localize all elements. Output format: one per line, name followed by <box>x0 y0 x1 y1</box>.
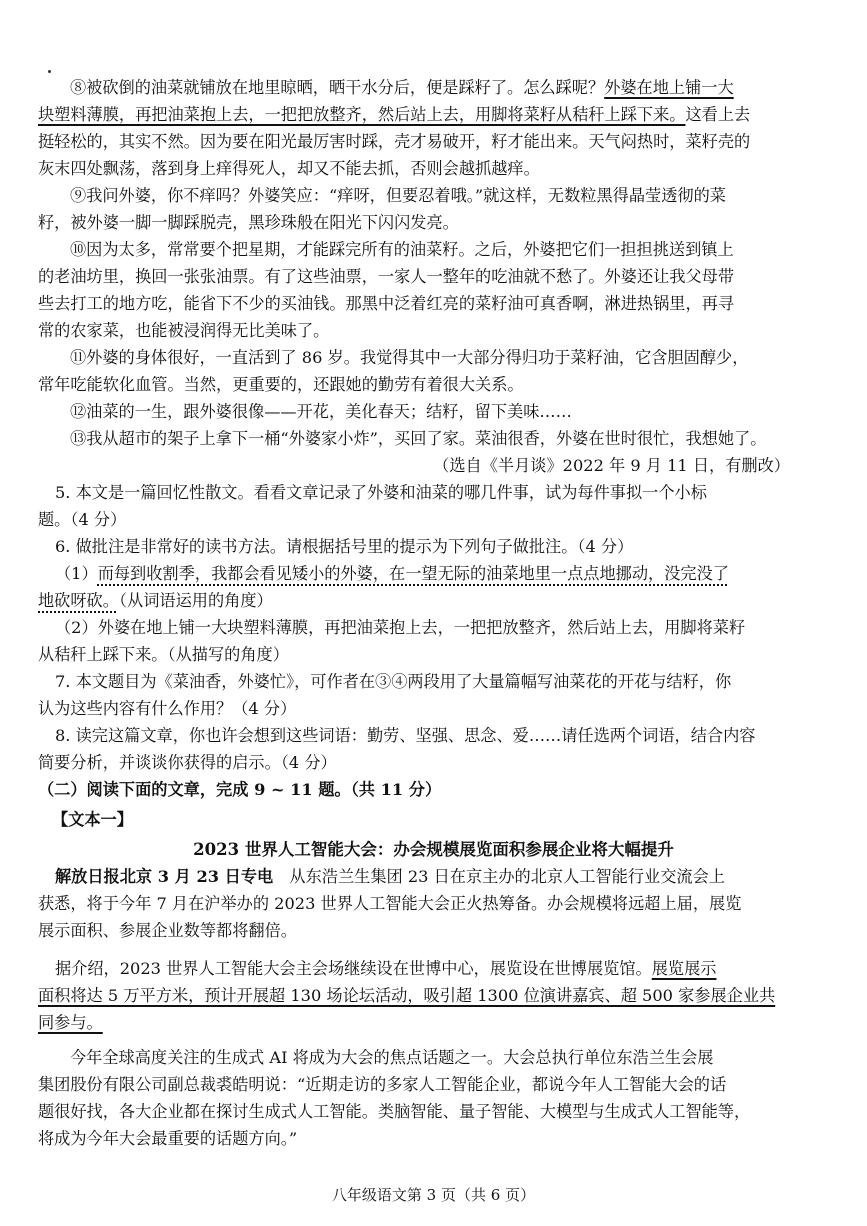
article-p1-line-2: 获悉，将于今年 7 月在沪举办的 2023 世界人工智能大会正火热筹备。办会规模将远超上届，展览 <box>38 894 742 913</box>
paragraph-10-line-1: ⑩因为太多，常常要个把星期，才能踩完所有的油菜籽。之后，外婆把它们一担担挑送到镇上 <box>70 240 734 259</box>
question-6-sub-2-line-1 <box>55 616 830 642</box>
paragraph-9-line-2: 籽，被外婆一脚一脚踩脱壳，黑珍珠般在阳光下闪闪发亮。 <box>38 213 459 232</box>
question-7-line-1: 7. 本文题目为《菜油香，外婆忙》，可作者在③④两段用了大量篇幅写油菜花的开花与结籽，你 <box>55 672 732 691</box>
dotted-underlined-text: 地砍呀砍。 <box>38 591 119 610</box>
paragraph-10-line-2: 的老油坊里，换回一张张油票。有了这些油票，一家人一整年的吃油就不愁了。外婆还让我父母带 <box>38 267 735 286</box>
question-6-sub-1-line-2 <box>38 589 828 615</box>
article-p3-line-3: 题很好找，各大企业都在探讨生成式人工智能。类脑智能、量子智能、大模型与生成式人工智能等， <box>38 1102 751 1121</box>
text-span: （从词语运用的角度） <box>118 591 273 610</box>
source-citation: （选自《半月谈》2022 年 9 月 11 日，有删改） <box>433 456 790 475</box>
article-p3-line-1: 今年全球高度关注的生成式 AI 将成为大会的焦点话题之一。大会总执行单位东浩兰生会展 <box>70 1048 714 1067</box>
article-p2-line-2 <box>38 984 828 1010</box>
question-6-sub-2-line-2 <box>38 643 828 669</box>
text-span: 从秸秆上踩下来。 <box>38 645 168 664</box>
article-p2-line-1 <box>55 957 830 983</box>
text-span: （2） <box>55 618 98 637</box>
text-span: （从描写的角度） <box>167 645 289 664</box>
question-6-line-1: 6. 做批注是非常好的读书方法。请根据括号里的提示为下列句子做批注。（4 分） <box>55 537 634 556</box>
article-p1-line-1 <box>55 865 830 891</box>
paragraph-10-line-3: 些去打工的地方吃，能省下不少的买油钱。那黑中泛着红亮的菜籽油可真香啊，淋进热锅里，再寻 <box>38 294 735 313</box>
question-6-sub-1-line-1 <box>55 562 830 588</box>
text-span: 据介绍，2023 世界人工智能大会主会场继续设在世博中心，展览设在世博展览馆。 <box>55 959 652 978</box>
question-5-line-2: 题。（4 分） <box>38 510 127 529</box>
article-p2-line-3 <box>38 1011 828 1037</box>
paragraph-8-line-1 <box>70 76 830 102</box>
paragraph-8-line-3: 挺轻松的，其实不然。因为要在阳光最厉害时踩，壳才易破开，籽才能出来。天气闷热时，菜籽壳的 <box>38 132 751 151</box>
paragraph-10-line-4: 常的农家菜，也能被浸润得无比美味了。 <box>38 321 330 340</box>
underlined-text: 面积将达 5 万平方米，预计开展超 130 场论坛活动，吸引超 1300 位演讲嘉宾、超 500 家参展企业共 <box>38 986 776 1005</box>
scan-mark <box>48 70 51 73</box>
text-span: 这看上去 <box>685 105 751 124</box>
dotted-underlined-text: 而每到收割季，我都会看见矮小的外婆，在一望无际的油菜地里一点点地挪动，没完没了 <box>97 564 729 583</box>
paragraph-13: ⑬我从超市的架子上拿下一桶“外婆家小炸”，买回了家。菜油很香，外婆在世时很忙，我想她了。 <box>70 429 767 448</box>
article-p1-line-3: 展示面积、参展企业数等都将翻倍。 <box>38 921 297 940</box>
article-title: 2023 世界人工智能大会：办会规模展览面积参展企业将大幅提升 <box>193 840 674 859</box>
paragraph-12: ⑫油菜的一生，跟外婆很像——开花，美化春天；结籽，留下美味…… <box>70 402 572 421</box>
text-span: ⑧被砍倒的油菜就铺放在地里晾晒，晒干水分后，便是踩籽了。怎么踩呢？ <box>70 78 605 97</box>
underlined-text: 块塑料薄膜，再把油菜抱上去，一把把放整齐，然后站上去，用脚将菜籽从秸秆上踩下来。 <box>38 105 686 124</box>
text-span: 外婆在地上铺一大块塑料薄膜，再把油菜抱上去，一把把放整齐，然后站上去，用脚将菜籽 <box>97 618 746 637</box>
page-footer: 八年级语文第 3 页（共 6 页） <box>331 1186 536 1204</box>
dateline: 解放日报北京 3 月 23 日专电 <box>55 867 274 886</box>
question-7-line-2: 认为这些内容有什么作用？（4 分） <box>38 699 297 718</box>
text-span: 从东浩兰生集团 23 日在京主办的北京人工智能行业交流会上 <box>273 867 725 886</box>
section-2-heading: （二）阅读下面的文章，完成 9 ~ 11 题。（共 11 分） <box>38 780 442 799</box>
article-p3-line-2: 集团股份有限公司副总裁裘皓明说：“近期走访的多家人工智能企业，都说今年人工智能大会的话 <box>38 1075 727 1094</box>
underlined-text: 同参与。 <box>38 1013 103 1032</box>
paragraph-9-line-1: ⑨我问外婆，你不痒吗？外婆笑应：“痒呀，但要忍着哦。”就这样，无数粒黑得晶莹透彻的菜 <box>70 186 726 205</box>
text-1-label: 【文本一】 <box>52 810 133 829</box>
paragraph-8-line-2 <box>38 103 828 129</box>
article-p3-line-4: 将成为今年大会最重要的话题方向。” <box>38 1129 298 1148</box>
paragraph-8-line-4: 灰末四处飘荡，落到身上痒得死人，却又不能去抓，否则会越抓越痒。 <box>38 159 540 178</box>
question-5-line-1: 5. 本文是一篇回忆性散文。看看文章记录了外婆和油菜的哪几件事，试为每件事拟一个小标 <box>55 483 707 502</box>
underlined-text: 展览展示 <box>651 959 717 978</box>
paragraph-11-line-1: ⑪外婆的身体很好，一直活到了 86 岁。我觉得其中一大部分得归功于菜籽油，它含胆固醇少， <box>70 348 749 367</box>
paragraph-11-line-2: 常年吃能软化血管。当然，更重要的，还跟她的勤劳有着很大关系。 <box>38 375 524 394</box>
question-8-line-1: 8. 读完这篇文章，你也许会想到这些词语：勤劳、坚强、思念、爱……请任选两个词语，结合内容 <box>55 726 756 745</box>
underlined-text: 外婆在地上铺一大 <box>604 78 734 97</box>
question-8-line-2: 简要分析，并谈谈你获得的启示。（4 分） <box>38 753 337 772</box>
text-span: （1） <box>55 564 98 583</box>
